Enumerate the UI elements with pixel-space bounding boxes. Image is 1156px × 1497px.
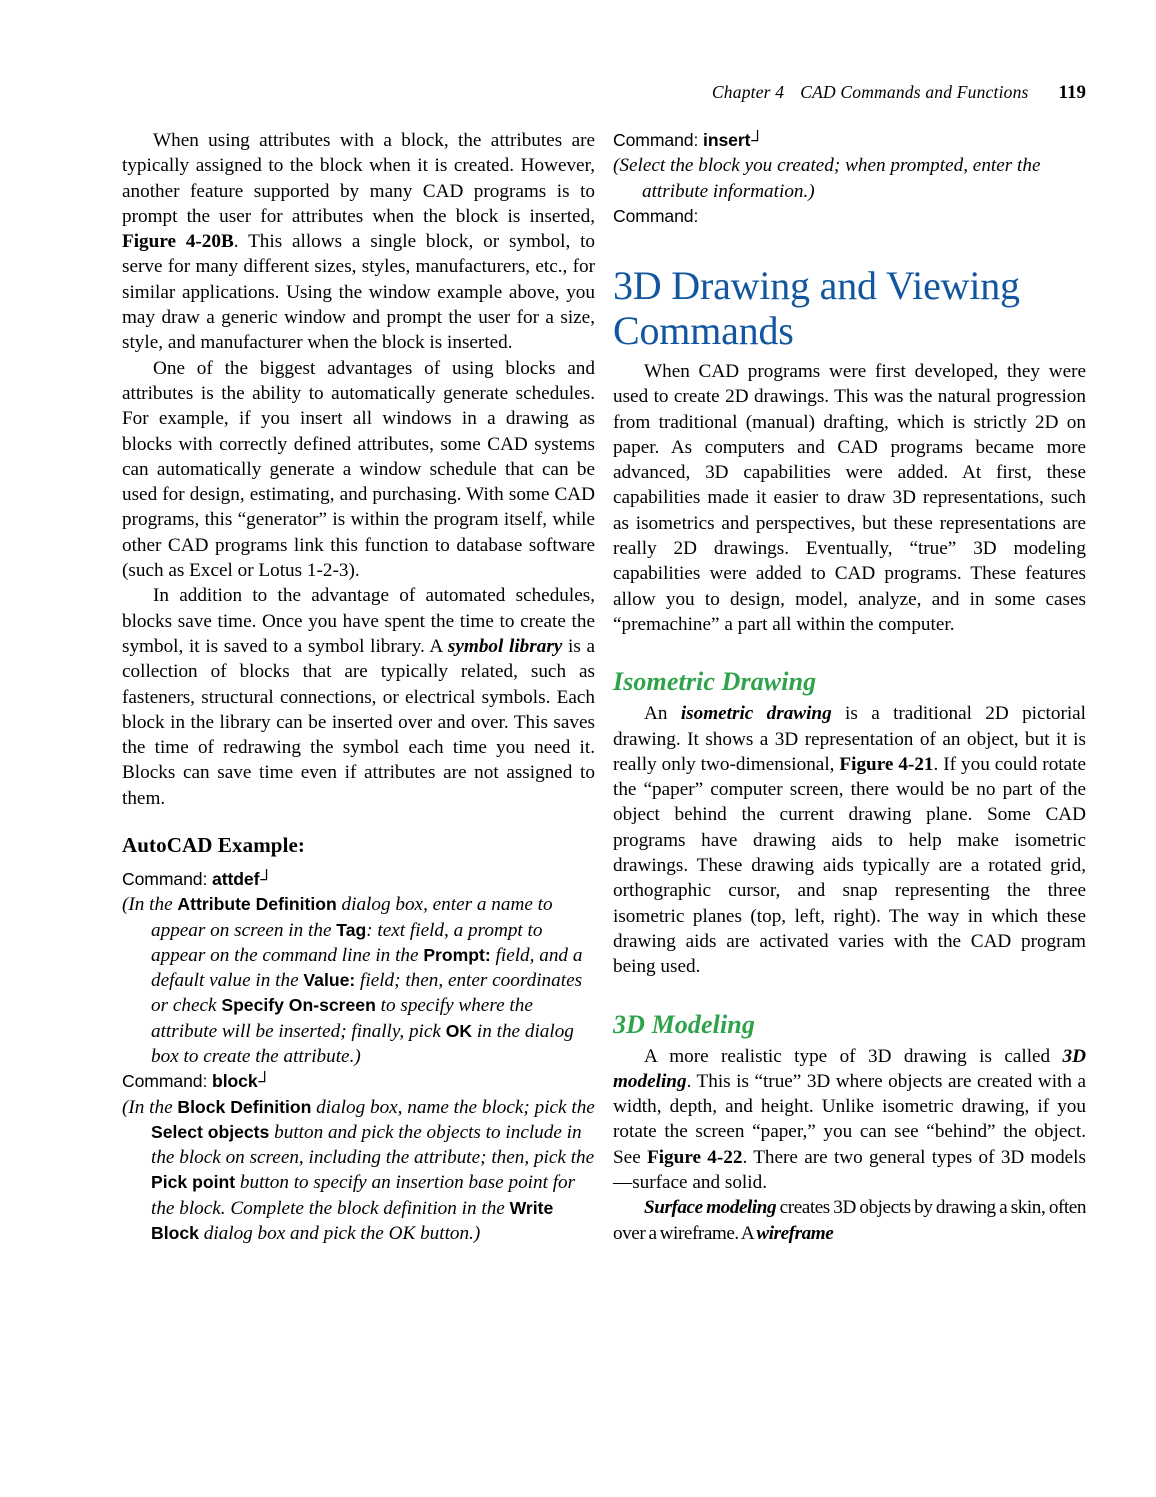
button-select-objects: Select objects <box>151 1121 270 1142</box>
command-line-block <box>122 1069 595 1094</box>
figure-reference-4-21: Figure 4-21 <box>839 753 934 775</box>
mod-s3: . There are two general types of 3D models—surface and solid. <box>613 1146 1086 1194</box>
note-insert-block: (Select the block you created; when prompted, enter the attribute information.) <box>613 155 1041 202</box>
iso-s1: An <box>644 703 681 725</box>
iso-s3: . If you could rotate the “paper” computer screen, there would be no part of the object behind the current drawing plane. Some CAD programs have drawing aids to help make isometric drawings. These drawing aids typically are a rotated grid, orthographic cursor, and snap representing the three isometric planes (top, left, right). The way in which these drawing aids are activated varies with the CAD program being used. <box>613 753 1086 978</box>
paragraph-schedules: One of the biggest advantages of using blocks and attributes is the ability to automatically generate schedules. For example, if you insert all windows in a drawing as blocks with correctly defined attributes, some CAD systems can automatically generate a window schedule that can be used for design, estimating, and purchasing. With some CAD programs, this “generator” is within the program itself, while other CAD programs link this function to database software (such as Excel or Lotus 1-2-3). <box>122 357 595 582</box>
term-symbol-library: symbol library <box>447 635 563 657</box>
term-isometric-drawing: isometric drawing <box>680 703 832 725</box>
mod-s2: . This is “true” 3D where objects are created with a width, depth, and height. Unlike isometric drawing, if you rotate the screen “paper,” you can see “behind” the object. See <box>613 1070 1086 1168</box>
running-head-chapter: Chapter 4 <box>711 82 785 102</box>
term-3d-modeling: 3D modeling <box>613 1045 1086 1092</box>
note1-s7: in the dialog box to create the attribute.) <box>151 1020 574 1067</box>
command-line-empty: Command: <box>613 205 699 226</box>
page-number: 119 <box>1058 82 1086 103</box>
para1-part2: . This allows a single block, or symbol, to serve for many different sizes, styles, manufacturers, etc., for similar applications. Using the window example above, you may draw a generic window and prompt the user for a size, style, and manufacturer when the block is inserted. <box>122 231 595 354</box>
left-column <box>122 128 595 1246</box>
note-attribute-definition <box>122 892 595 1069</box>
note2-s1: (In the <box>122 1096 178 1118</box>
heading-isometric-drawing: Isometric Drawing <box>613 667 817 697</box>
paragraph-3d-modeling <box>613 1044 1086 1196</box>
para1-part1: When using attributes with a block, the attributes are typically assigned to the block when it is created. However, another feature supported by many CAD programs is to prompt the user for attributes when the block is inserted, <box>122 130 595 227</box>
note1-s4: field, and a default value in the <box>151 944 583 992</box>
command-label-2: Command: <box>122 1071 208 1092</box>
button-pick-point: Pick point <box>151 1172 236 1193</box>
autocad-example-heading: AutoCAD Example: <box>122 833 306 858</box>
paragraph-symbol-library <box>122 583 595 811</box>
note1-s1: (In the <box>122 894 178 916</box>
note1-s3: : text field, a prompt to appear on the command line in the <box>151 919 543 966</box>
right-column <box>613 128 1086 1246</box>
paragraph-isometric-drawing <box>613 701 1086 979</box>
dialog-write-block: Write Block <box>151 1197 554 1243</box>
checkbox-specify-on-screen: Specify On-screen <box>221 995 376 1016</box>
term-surface-modeling: Surface modeling <box>644 1197 777 1219</box>
running-head <box>122 82 1086 104</box>
note-block-definition <box>122 1095 595 1247</box>
paragraph-attributes-block <box>122 128 595 356</box>
field-prompt: Prompt: <box>423 944 491 965</box>
note1-s2: dialog box, enter a name to appear on screen in the <box>151 894 553 941</box>
note1-s6: to specify where the attribute will be inserted; finally, pick <box>151 995 533 1042</box>
figure-reference-4-20b: Figure 4-20B <box>122 231 234 253</box>
figure-reference-4-22: Figure 4-22 <box>647 1146 743 1168</box>
field-value: Value: <box>303 970 356 991</box>
heading-3d-modeling: 3D Modeling <box>613 1009 755 1039</box>
field-tag: Tag <box>336 919 367 940</box>
note2-s4: button to specify an insertion base point for the block. Complete the block definition in the <box>151 1172 576 1219</box>
term-wireframe: wireframe <box>756 1222 834 1244</box>
return-key-icon: ┘ <box>258 1071 271 1092</box>
para3-part2: is a collection of blocks that are typically related, such as fasteners, structural connections, or electrical symbols. Each block in the library can be inserted over and over. This saves the time of redrawing the symbol each time you need it. Blocks can save time even if attributes are not assigned to them. <box>122 635 595 809</box>
command-label-3: Command: <box>613 130 699 150</box>
dialog-attribute-definition: Attribute Definition <box>177 894 337 915</box>
note2-s5: dialog box and pick the OK button.) <box>198 1222 481 1244</box>
command-line-insert <box>613 128 1086 153</box>
button-ok: OK <box>445 1020 473 1041</box>
command-name-insert: insert <box>703 130 751 150</box>
iso-s2: is a traditional 2D pictorial drawing. It shows a 3D representation of an object, but it is really only two-dimensional, <box>613 703 1087 775</box>
surf-s1: creates 3D objects by drawing a skin, often over a wireframe. A <box>613 1197 1086 1244</box>
dialog-block-definition: Block Definition <box>177 1096 312 1117</box>
mod-s1: A more realistic type of 3D drawing is called <box>644 1045 1063 1067</box>
paragraph-3d-intro: When CAD programs were first developed, they were used to create 2D drawings. This was the natural progression from traditional (manual) drafting, which is strictly 2D on paper. As computers and CAD programs became more advanced, 3D capabilities were added. At first, these capabilities made it easier to draw 3D representations, such as isometrics and perspectives, but these representations are really 2D drawings. Eventually, “true” 3D modeling capabilities were added to CAD programs. These features allow you to design, model, analyze, and in some cases “premachine” a part all within the computer. <box>613 361 1086 635</box>
running-head-title: CAD Commands and Functions <box>800 82 1029 102</box>
note2-s2: dialog box, name the block; pick the <box>311 1096 595 1118</box>
note2-s3: button and pick the objects to include in the block on screen, including the attribute; then, pick the <box>151 1121 595 1169</box>
return-key-icon: ┘ <box>751 130 764 150</box>
command-line-attdef <box>122 867 595 892</box>
note1-s5: field; then, enter coordinates or check <box>151 970 583 1017</box>
return-key-icon: ┘ <box>260 869 273 890</box>
command-label: Command: <box>122 869 208 890</box>
para3-part1: In addition to the advantage of automated schedules, blocks save time. Once you have spent the time to create the symbol, it is saved to a symbol library. A <box>122 585 595 657</box>
heading-3d-drawing-viewing-commands: 3D Drawing and Viewing Commands <box>613 263 1020 353</box>
paragraph-surface-modeling <box>613 1195 1086 1246</box>
command-name-attdef: attdef <box>212 869 260 890</box>
command-name-block: block <box>212 1071 258 1092</box>
